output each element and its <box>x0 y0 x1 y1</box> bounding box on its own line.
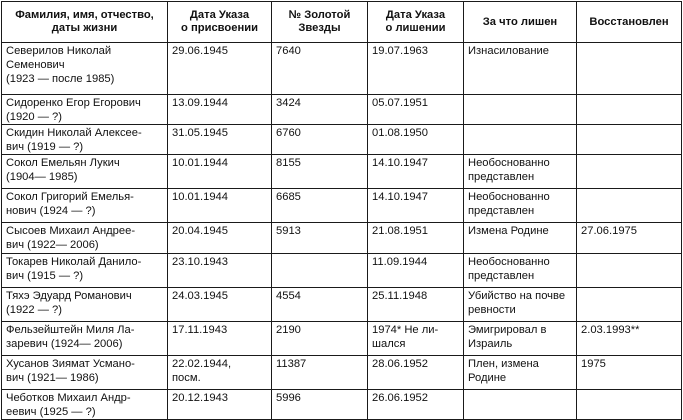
table-row <box>2 189 682 223</box>
cell-restored <box>577 125 682 155</box>
cell-reason <box>464 125 577 155</box>
table-row <box>2 43 682 95</box>
cell-name-dates <box>2 43 168 95</box>
header-star-number <box>272 2 368 43</box>
cell-text-line: 2.03.1993** <box>581 324 640 336</box>
cell-star-number <box>272 254 368 288</box>
table-row <box>2 254 682 288</box>
cell-name-dates <box>2 125 168 155</box>
cell-text-line: 11.09.1944 <box>372 256 428 268</box>
table-header-row <box>2 2 682 43</box>
cell-restored <box>577 254 682 288</box>
cell-revoke-date <box>368 95 464 125</box>
cell-text-line: шался <box>372 338 406 350</box>
cell-award-date <box>168 356 272 390</box>
cell-star-number <box>272 189 368 223</box>
cell-text-line: 6685 <box>276 191 301 203</box>
cell-text-line: 05.07.1951 <box>372 97 428 109</box>
cell-revoke-date <box>368 189 464 223</box>
cell-text-line: 20.12.1943 <box>172 392 228 404</box>
cell-text-line: 20.04.1945 <box>172 225 228 237</box>
header-text-line: о присвоении <box>181 22 258 34</box>
cell-reason <box>464 95 577 125</box>
table-row <box>2 125 682 155</box>
cell-name-dates <box>2 390 168 420</box>
cell-text-line: (1904— 1985) <box>6 171 78 183</box>
cell-restored <box>577 322 682 356</box>
cell-award-date <box>168 223 272 254</box>
cell-award-date <box>168 322 272 356</box>
cell-text-line: (1922 — ?) <box>6 304 62 316</box>
cell-text-line: 26.06.1952 <box>372 392 428 404</box>
cell-text-line: 24.03.1945 <box>172 290 228 302</box>
header-text-line: Дата Указа <box>385 9 446 21</box>
cell-name-dates <box>2 322 168 356</box>
table-row <box>2 95 682 125</box>
cell-text-line: Измена Родине <box>468 225 549 237</box>
revoked-awards-table <box>1 1 682 420</box>
cell-text-line: представлен <box>468 171 535 183</box>
cell-text-line: вич (1921— 1986) <box>6 372 99 384</box>
cell-award-date <box>168 288 272 322</box>
header-revoke-date <box>368 2 464 43</box>
cell-name-dates <box>2 356 168 390</box>
cell-text-line: Необоснованно <box>468 157 550 169</box>
cell-text-line: Плен, измена <box>468 358 539 370</box>
cell-award-date <box>168 125 272 155</box>
cell-text-line: 10.01.1944 <box>172 157 228 169</box>
cell-text-line: Семенович <box>6 59 65 71</box>
cell-reason <box>464 223 577 254</box>
cell-text-line: представлен <box>468 205 535 217</box>
cell-text-line: Токарев Николай Данило- <box>6 256 142 268</box>
cell-text-line: 11387 <box>276 358 307 370</box>
cell-text-line: заревич (1924— 2006) <box>6 338 123 350</box>
cell-text-line: Сысоев Михаил Андрее- <box>6 225 136 237</box>
cell-text-line: 7640 <box>276 45 301 57</box>
cell-text-line: нович (1924 — ?) <box>6 205 96 217</box>
cell-award-date <box>168 254 272 288</box>
cell-text-line: ревности <box>468 304 516 316</box>
cell-star-number <box>272 125 368 155</box>
cell-reason <box>464 189 577 223</box>
cell-revoke-date <box>368 254 464 288</box>
cell-text-line: Фельзейштейн Миля Ла- <box>6 324 135 336</box>
header-text-line: За что лишен <box>482 15 558 28</box>
cell-revoke-date <box>368 155 464 189</box>
cell-restored <box>577 43 682 95</box>
cell-text-line: 19.07.1963 <box>372 45 428 57</box>
cell-text-line: Сокол Емельян Лукич <box>6 157 120 169</box>
cell-star-number <box>272 322 368 356</box>
cell-text-line: представлен <box>468 270 535 282</box>
cell-text-line: 5996 <box>276 392 301 404</box>
cell-award-date <box>168 43 272 95</box>
cell-text-line: 10.01.1944 <box>172 191 228 203</box>
header-text-line: № Золотой <box>288 9 351 21</box>
cell-revoke-date <box>368 322 464 356</box>
table-row <box>2 223 682 254</box>
cell-name-dates <box>2 288 168 322</box>
cell-name-dates <box>2 155 168 189</box>
cell-reason <box>464 155 577 189</box>
cell-text-line: 22.02.1944, <box>172 358 232 370</box>
header-text-line: о лишении <box>385 22 446 34</box>
cell-text-line: Изнасилование <box>468 45 549 57</box>
cell-text-line: 21.08.1951 <box>372 225 428 237</box>
cell-text-line: вич (1915 — ?) <box>6 270 84 282</box>
table-row <box>2 356 682 390</box>
cell-restored <box>577 189 682 223</box>
cell-revoke-date <box>368 288 464 322</box>
cell-name-dates <box>2 95 168 125</box>
header-text-line: Фамилия, имя, отчество, <box>15 9 154 21</box>
cell-star-number <box>272 223 368 254</box>
cell-name-dates <box>2 189 168 223</box>
cell-reason <box>464 356 577 390</box>
cell-text-line: 8155 <box>276 157 301 169</box>
cell-text-line: 4554 <box>276 290 301 302</box>
cell-text-line: 31.05.1945 <box>172 127 228 139</box>
table-row <box>2 390 682 420</box>
cell-text-line: 5913 <box>276 225 301 237</box>
cell-restored <box>577 155 682 189</box>
cell-text-line: Необоснованно <box>468 256 550 268</box>
header-reason <box>464 2 577 43</box>
cell-text-line: 3424 <box>276 97 301 109</box>
cell-reason <box>464 254 577 288</box>
cell-revoke-date <box>368 43 464 95</box>
header-restored <box>577 2 682 43</box>
cell-text-line: 14.10.1947 <box>372 191 428 203</box>
header-award-date <box>168 2 272 43</box>
table-row <box>2 288 682 322</box>
cell-text-line: Северилов Николай <box>6 45 112 57</box>
table-body <box>2 43 682 420</box>
header-text-line: даты жизни <box>51 22 118 34</box>
cell-text-line: еевич (1925 — ?) <box>6 406 96 418</box>
cell-text-line: Израиль <box>468 338 513 350</box>
cell-text-line: Сокол Григорий Емелья- <box>6 191 134 203</box>
cell-text-line: Убийство на почве <box>468 290 566 302</box>
cell-text-line: Чеботков Михаил Андр- <box>6 392 131 404</box>
cell-star-number <box>272 155 368 189</box>
cell-text-line: Скидин Николай Алексее- <box>6 127 142 139</box>
cell-text-line: 28.06.1952 <box>372 358 428 370</box>
cell-text-line: 1974* Не ли- <box>372 324 439 336</box>
cell-star-number <box>272 43 368 95</box>
cell-name-dates <box>2 223 168 254</box>
cell-star-number <box>272 390 368 420</box>
cell-text-line: 1975 <box>581 358 606 370</box>
cell-reason <box>464 288 577 322</box>
cell-text-line: Родине <box>468 372 507 384</box>
cell-restored <box>577 95 682 125</box>
cell-text-line: 13.09.1944 <box>172 97 228 109</box>
cell-text-line: посм. <box>172 372 201 384</box>
cell-reason <box>464 322 577 356</box>
table-row <box>2 155 682 189</box>
cell-text-line: 23.10.1943 <box>172 256 228 268</box>
header-text-line: Восстановлен <box>589 15 669 28</box>
cell-restored <box>577 390 682 420</box>
cell-text-line: (1923 — после 1985) <box>6 73 115 85</box>
cell-text-line: Хусанов Зиямат Усмано- <box>6 358 135 370</box>
cell-text-line: Тяхэ Эдуард Романович <box>6 290 132 302</box>
table-row <box>2 322 682 356</box>
cell-text-line: 2190 <box>276 324 301 336</box>
header-text-line: Звезды <box>298 22 341 34</box>
cell-award-date <box>168 95 272 125</box>
cell-text-line: 25.11.1948 <box>372 290 428 302</box>
header-text-line: Дата Указа <box>189 9 250 21</box>
cell-text-line: 14.10.1947 <box>372 157 428 169</box>
header-name-dates <box>2 2 168 43</box>
cell-star-number <box>272 356 368 390</box>
cell-text-line: вич (1922— 2006) <box>6 239 99 251</box>
cell-reason <box>464 390 577 420</box>
cell-revoke-date <box>368 223 464 254</box>
cell-revoke-date <box>368 356 464 390</box>
cell-text-line: Эмигрировал в <box>468 324 547 336</box>
cell-name-dates <box>2 254 168 288</box>
cell-star-number <box>272 95 368 125</box>
cell-restored <box>577 288 682 322</box>
cell-text-line: Сидоренко Егор Егорович <box>6 97 141 109</box>
cell-text-line: 29.06.1945 <box>172 45 228 57</box>
cell-text-line: 27.06.1975 <box>581 225 637 237</box>
cell-star-number <box>272 288 368 322</box>
cell-text-line: Необоснованно <box>468 191 550 203</box>
cell-award-date <box>168 155 272 189</box>
cell-restored <box>577 223 682 254</box>
cell-text-line: 17.11.1943 <box>172 324 228 336</box>
cell-text-line: 6760 <box>276 127 301 139</box>
cell-text-line: вич (1919 — ?) <box>6 141 84 153</box>
cell-award-date <box>168 390 272 420</box>
cell-reason <box>464 43 577 95</box>
cell-award-date <box>168 189 272 223</box>
cell-text-line: 01.08.1950 <box>372 127 428 139</box>
cell-restored <box>577 356 682 390</box>
cell-text-line: (1920 — ?) <box>6 111 62 123</box>
cell-revoke-date <box>368 125 464 155</box>
cell-revoke-date <box>368 390 464 420</box>
